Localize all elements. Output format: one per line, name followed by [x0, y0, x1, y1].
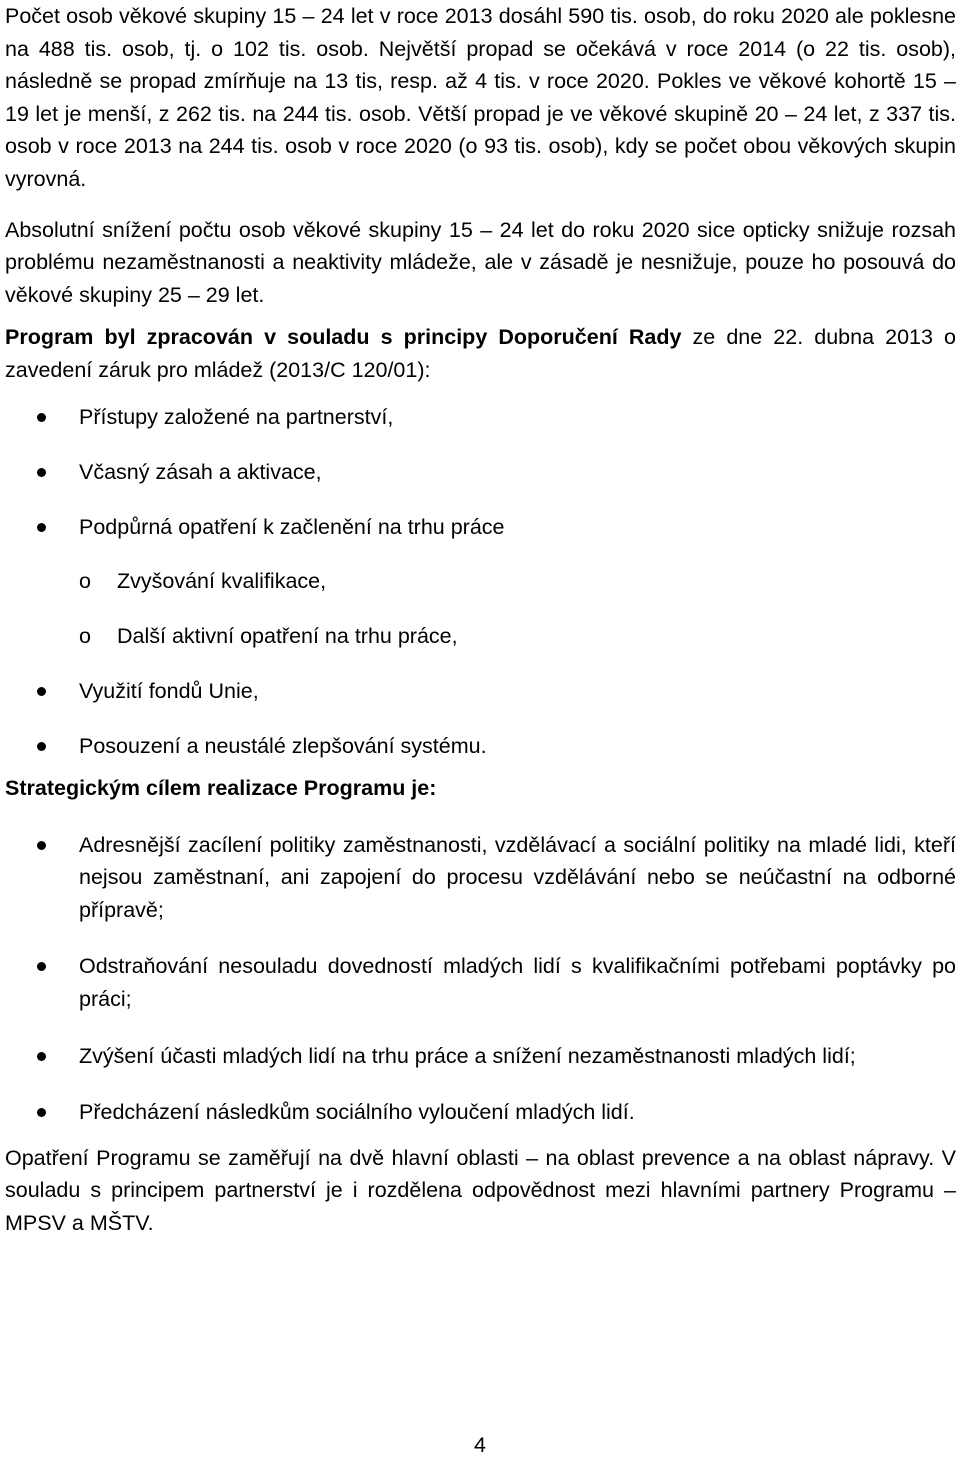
program-basis-rest: ze dne 22. dubna 2013 o zavedení záruk pro mládež (2013/C 120/01): — [5, 325, 956, 382]
page-number: 4 — [474, 1433, 486, 1457]
list-item — [5, 829, 956, 927]
bullet-icon — [37, 1052, 46, 1061]
principles-list — [5, 401, 956, 764]
sub-list-item — [5, 620, 956, 653]
list-item — [5, 950, 956, 1015]
paragraph-closing: Opatření Programu se zaměřují na dvě hlavní oblasti – na oblast prevence a na oblast nápravy. V souladu s principem partnerství je i rozdělena odpovědnost mezi hlavními partnery Programu – MPSV a MŠTV. — [5, 1145, 956, 1235]
list-item-text: Využití fondů Unie, — [79, 679, 259, 704]
document-page — [5, 0, 956, 1240]
list-item-text: Podpůrná opatření k začlenění na trhu práce — [79, 514, 505, 539]
list-item-text: Adresnější zacílení politiky zaměstnanosti, vzdělávací a sociální politiky na mladé lidi, kteří nejsou zaměstnaní, ani zapojení do procesu vzdělávání nebo se neúčastní na odborné přípravě; — [79, 832, 956, 922]
list-item-text: Předcházení následkům sociálního vyloučení mladých lidí. — [79, 1100, 635, 1125]
list-item — [5, 1096, 956, 1129]
bullet-icon — [37, 468, 46, 477]
bullet-icon — [37, 687, 46, 696]
bullet-icon — [37, 841, 46, 850]
list-item — [5, 511, 956, 654]
strategic-heading: Strategickým cílem realizace Programu je: — [5, 776, 437, 801]
list-item-text: Zvýšení účasti mladých lidí na trhu práce a snížení nezaměstnanosti mladých lidí; — [79, 1043, 856, 1068]
circle-bullet-icon: o — [79, 624, 91, 649]
sub-list-item — [5, 565, 956, 598]
sub-measures-list — [5, 565, 956, 653]
list-item-text: Přístupy založené na partnerství, — [79, 404, 394, 429]
bullet-icon — [37, 523, 46, 532]
sub-list-item-text: Zvyšování kvalifikace, — [117, 569, 327, 594]
paragraph-absolute-decrease: Absolutní snížení počtu osob věkové skupiny 15 – 24 let do roku 2020 sice opticky snižuje rozsah problému nezaměstnanosti a neaktivity mládeže, ale v zásadě je nesnižuje, pouze ho posouvá do věkové skupiny 25 – 29 let. — [5, 217, 956, 307]
list-item-text: Odstraňování nesouladu dovedností mladých lidí s kvalifikačními potřebami poptávky po práci; — [79, 954, 956, 1011]
strategic-goals-list — [5, 829, 956, 1129]
bullet-icon — [37, 742, 46, 751]
sub-list-item-text: Další aktivní opatření na trhu práce, — [117, 624, 458, 649]
bullet-icon — [37, 962, 46, 971]
paragraph-population: Počet osob věkové skupiny 15 – 24 let v roce 2013 dosáhl 590 tis. osob, do roku 2020 ale poklesne na 488 tis. osob, tj. o 102 tis. osob. Největší propad se očekává v roce 2014 (o 22 tis. osob), následně se propad zmírňuje na 13 tis, resp. až 4 tis. v roce 2020. Pokles ve věkové kohortě 15 – 19 let je menší, z 262 tis. na 244 tis. osob. Větší propad je ve věkové skupině 20 – 24 let, z 337 tis. osob v roce 2013 na 244 tis. osob v roce 2020 (o 93 tis. osob), kdy se počet obou věkových skupin vyrovná. — [5, 4, 956, 191]
list-item — [5, 730, 956, 763]
bullet-icon — [37, 1108, 46, 1117]
program-basis-bold: Program byl zpracován v souladu s principy Doporučení Rady — [5, 325, 682, 350]
bullet-icon — [37, 413, 46, 422]
list-item — [5, 675, 956, 708]
list-item-text: Včasný zásah a aktivace, — [79, 459, 322, 484]
list-item — [5, 1040, 956, 1073]
circle-bullet-icon: o — [79, 569, 91, 594]
paragraph-program-basis — [5, 321, 956, 386]
list-item — [5, 401, 956, 434]
list-item — [5, 456, 956, 489]
list-item-text: Posouzení a neustálé zlepšování systému. — [79, 734, 487, 759]
